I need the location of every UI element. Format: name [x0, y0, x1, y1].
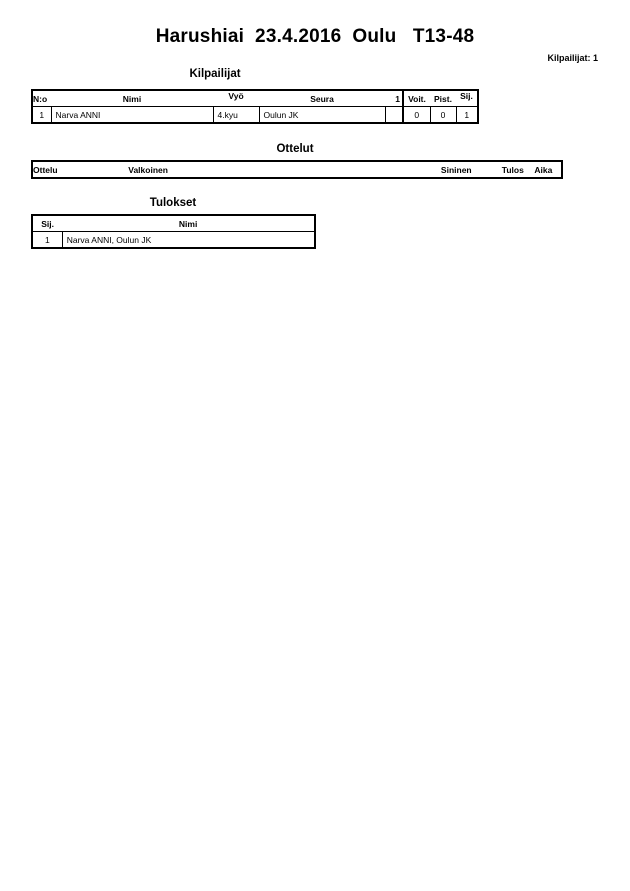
col-white: Valkoinen — [128, 164, 168, 175]
col-club: Seura — [310, 93, 334, 104]
competitors-section-title: Kilpailijat — [189, 68, 241, 80]
results-section-title: Tulokset — [149, 197, 197, 209]
matches-header-row — [32, 161, 562, 178]
results-header-row — [32, 215, 315, 232]
col-match: Ottelu — [33, 164, 58, 175]
col-time: Aika — [534, 164, 553, 175]
col-result-name: Nimi — [178, 218, 198, 229]
competitor-wins: 0 — [403, 107, 430, 124]
competitor-count: Kilpailijat: 1 — [547, 53, 598, 63]
col-name: Nimi — [122, 93, 142, 104]
competitor-belt: 4.kyu — [213, 107, 259, 124]
result-place: 1 — [32, 232, 62, 249]
competitor-no: 1 — [32, 107, 51, 124]
table-row — [32, 232, 315, 249]
matches-section-title: Ottelut — [276, 143, 314, 155]
competitor-round-cell — [385, 107, 403, 124]
col-place: Sij. — [460, 91, 473, 101]
competitor-place: 1 — [456, 107, 478, 124]
col-result-place: Sij. — [41, 218, 54, 229]
col-belt: Vyö — [228, 91, 244, 101]
matches-table — [31, 160, 563, 179]
col-no: N:o — [33, 93, 48, 104]
results-table — [31, 214, 316, 249]
competitor-points: 0 — [430, 107, 456, 124]
competitors-table — [31, 89, 479, 124]
competitor-club: Oulun JK — [259, 107, 385, 124]
col-result: Tulos — [501, 164, 524, 175]
table-row — [32, 107, 478, 124]
result-name: Narva ANNI, Oulun JK — [62, 232, 315, 249]
col-points: Pist. — [434, 93, 452, 104]
col-blue: Sininen — [440, 164, 472, 175]
page-title: Harushiai 23.4.2016 Oulu T13-48 — [155, 26, 475, 47]
competitors-header-row — [32, 90, 478, 107]
col-wins: Voit. — [403, 90, 430, 107]
col-round: 1 — [395, 93, 400, 104]
competitor-name: Narva ANNI — [51, 107, 213, 124]
